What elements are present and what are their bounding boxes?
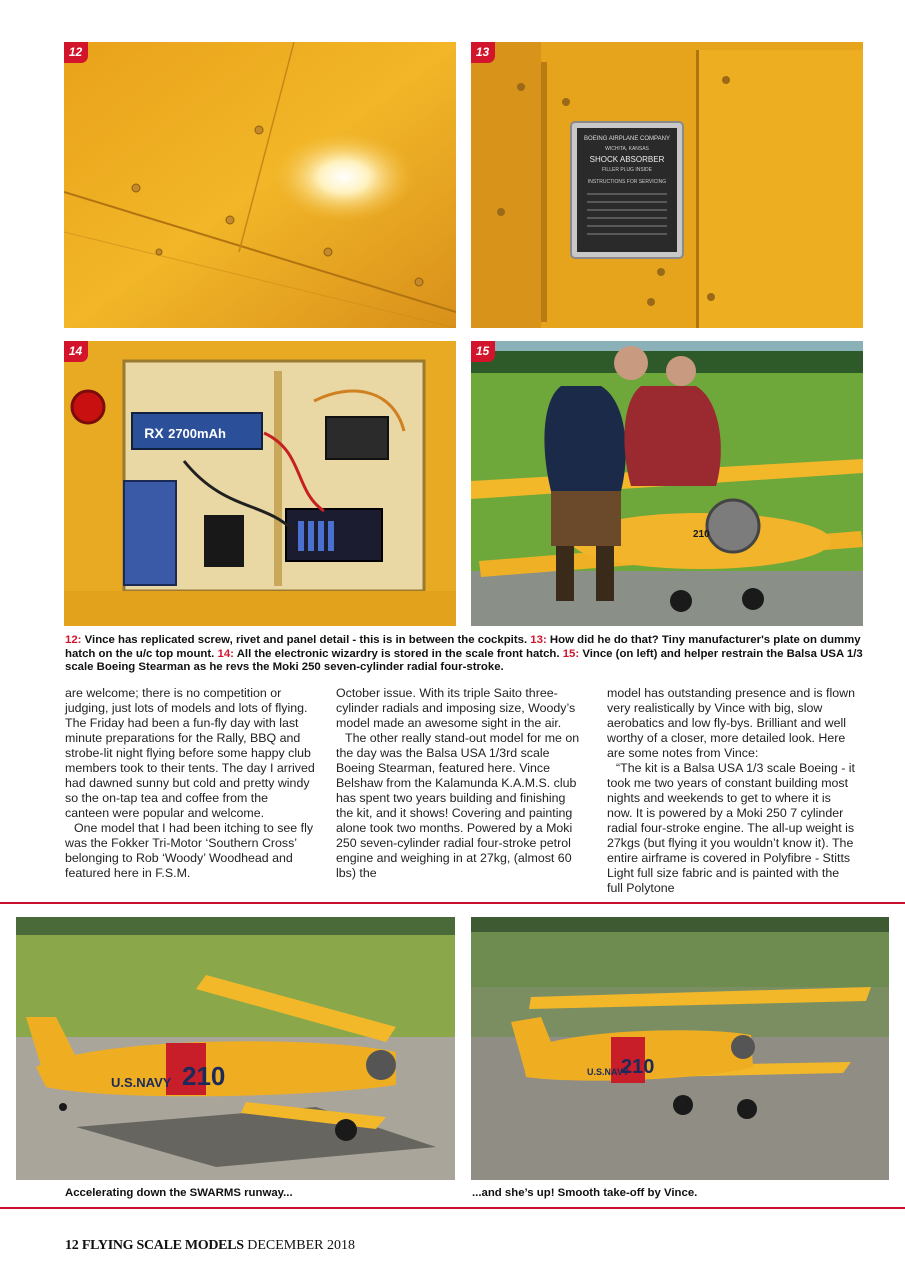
- caption-14-number: 14:: [217, 647, 234, 660]
- caption-13-text: How did he do that? Tiny manufacturer's plate on dummy hatch on the u/c top mount.: [65, 634, 861, 660]
- hatch-plate-image: [471, 42, 863, 328]
- photo-number-badge: 13: [471, 42, 495, 63]
- navy-marking: U.S.NAVY: [587, 1067, 629, 1077]
- caption-take-off: ...and she’s up! Smooth take-off by Vince.: [472, 1187, 698, 1199]
- caption-15-number: 15:: [562, 647, 580, 660]
- page-number: 12: [65, 1238, 79, 1253]
- body-column-3: [607, 686, 857, 896]
- photo-captions-12-15: [65, 634, 865, 675]
- caption-15-text: Vince (on left) and helper restrain the Balsa USA 1/3 scale Boeing Stearman as he revs the Moki 250 seven-cylinder radial four-stroke.: [65, 647, 863, 674]
- plate-title: SHOCK ABSORBER: [589, 155, 665, 164]
- plate-company: BOEING AIRPLANE COMPANY: [584, 136, 670, 142]
- plane-number: 210: [621, 1056, 655, 1078]
- paragraph: model has outstanding presence and is flown very realistically by Vince with big, slow aerobatics and low fly-bys. Brilliant and well worthy of a closer, more detailed look. Here are some notes from Vince:: [607, 686, 855, 760]
- caption-accelerating: Accelerating down the SWARMS runway...: [65, 1187, 293, 1199]
- electronics-image: [64, 341, 456, 626]
- plane-number: 210: [693, 529, 710, 540]
- photo-number-badge: 12: [64, 42, 88, 63]
- photo-15-engine-run: [471, 341, 863, 626]
- paragraph: are welcome; there is no competition or judging, just lots of models and lots of flying. The Friday had been a fun-fly day with last minute preparations for the Rally, BBQ and strobe-lit night flying before some happy club members took to their tents. The day I arrived had dawned sunny but cold and pretty windy so the on-tap tea and coffee from the canteen were popular and welcome.: [65, 686, 315, 820]
- body-column-1: [65, 686, 315, 881]
- issue-date: DECEMBER 2018: [247, 1238, 355, 1253]
- photo-take-off: [471, 917, 889, 1180]
- panel-detail-image: [64, 42, 456, 328]
- photo-number-badge: 14: [64, 341, 88, 362]
- plane-number: 210: [182, 1061, 226, 1091]
- caption-13-number: 13:: [530, 634, 547, 646]
- page-footer: [65, 1238, 355, 1254]
- battery-brand: RX: [144, 425, 164, 441]
- photo-12-panel-detail: [64, 42, 456, 328]
- photo-number-badge: 15: [471, 341, 495, 362]
- paragraph: October issue. With its triple Saito three-cylinder radials and imposing size, Woody’s model made an awesome sight in the air.: [336, 686, 576, 730]
- caption-12-number: 12:: [65, 634, 82, 646]
- paragraph: One model that I had been itching to see fly was the Fokker Tri-Motor ‘Southern Cross’ belonging to Rob ‘Woody’ Woodhead and featured here in F.S.M.: [65, 821, 314, 880]
- photo-13-manufacturer-plate: [471, 42, 863, 328]
- paragraph: “The kit is a Balsa USA 1/3 scale Boeing - it took me two years of constant building most nights and weekends to get to where it is now. It is powered by a Moki 250 7 cylinder radial four-stroke engine. The all-up weight is 27kgs (but flying it you wouldn’t know it). The entire airframe is covered in Polyfibre - Stitts Light full size fabric and is painted with the full Polytone: [607, 761, 855, 895]
- paragraph: The other really stand-out model for me on the day was the Balsa USA 1/3rd scale Boeing Stearman, featured here. Vince Belshaw from the Kalamunda K.A.M.S. club has spent two years building and finishing the kit, and it shows! Covering and painting alone took two months. Powered by a Moki 250 seven-cylinder radial four-stroke petrol engine and weighing in at 27kg, (almost 60 lbs) the: [336, 731, 580, 880]
- stearman-taxi-image: [16, 917, 455, 1180]
- magazine-title: FLYING SCALE MODELS: [81, 1238, 244, 1253]
- battery-label: 2700mAh: [168, 426, 226, 441]
- plate-instructions: INSTRUCTIONS FOR SERVICING: [587, 179, 667, 185]
- navy-marking: U.S.NAVY: [111, 1075, 172, 1090]
- body-column-2: [336, 686, 586, 881]
- section-rule-bottom: [0, 1207, 905, 1209]
- section-rule-top: [0, 902, 905, 904]
- caption-14-text: All the electronic wizardry is stored in the scale front hatch.: [233, 647, 563, 660]
- engine-run-image: [471, 341, 863, 626]
- caption-12-text: Vince has replicated screw, rivet and panel detail - this is in between the cockpits.: [81, 634, 531, 646]
- plate-city: WICHITA, KANSAS: [605, 146, 649, 152]
- stearman-takeoff-image: [471, 917, 889, 1180]
- photo-accelerating: [16, 917, 455, 1180]
- photo-14-electronics-hatch: [64, 341, 456, 626]
- plate-sub: FILLER PLUG INSIDE: [601, 167, 653, 173]
